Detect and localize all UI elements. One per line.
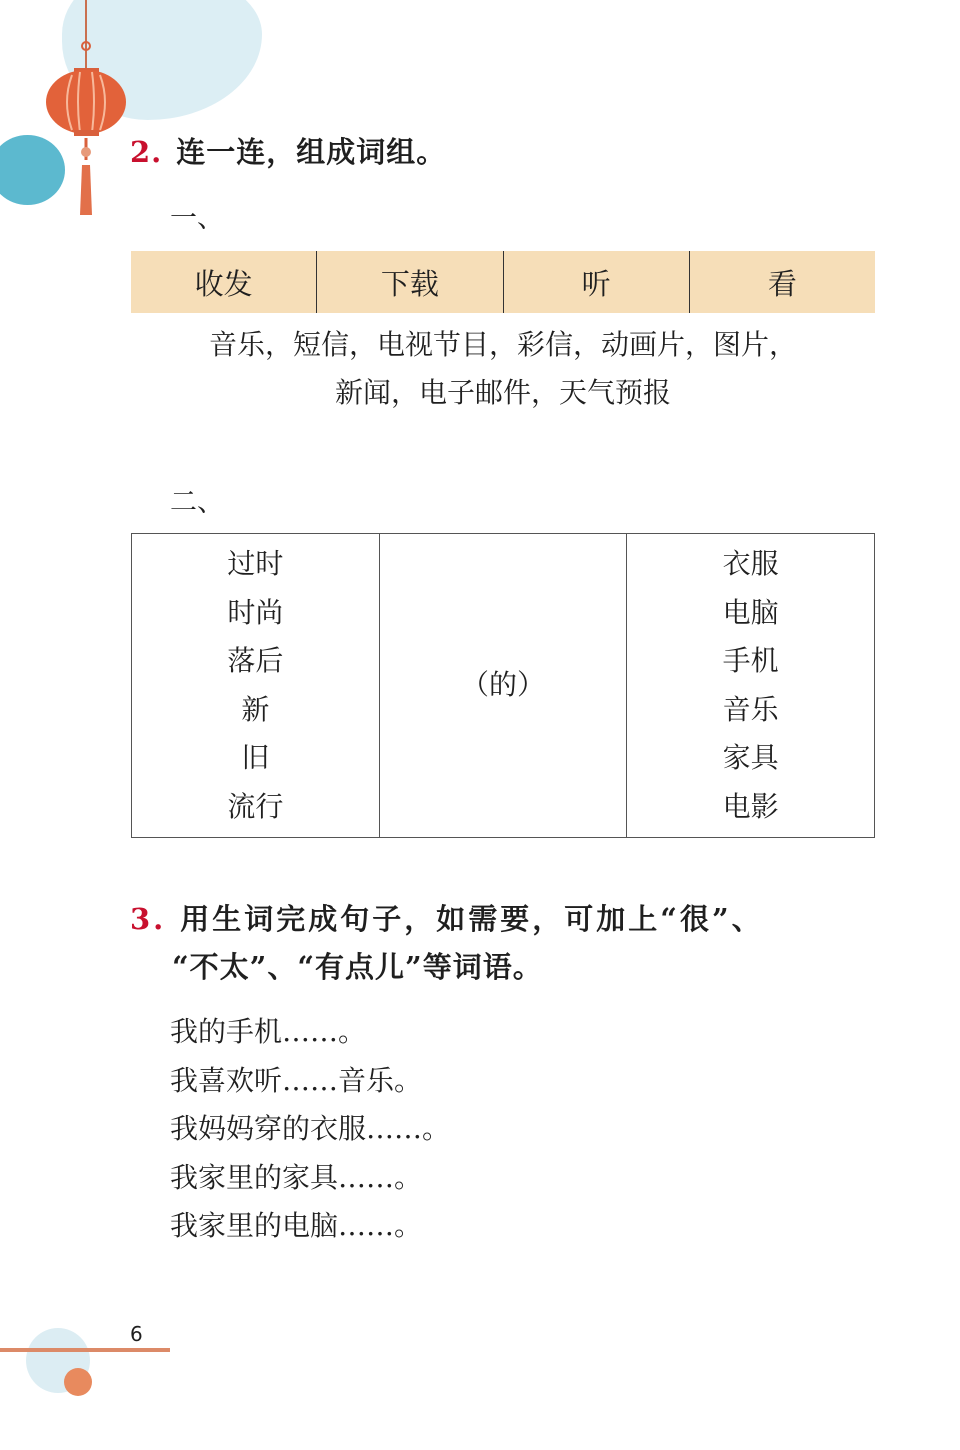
noun-item: 电影 — [722, 789, 779, 823]
sentence-item: 我家里的家具……。 — [170, 1160, 423, 1194]
sentence-list — [170, 1008, 450, 1251]
verb-cell: 看 — [767, 266, 797, 301]
verb-cell: 听 — [504, 251, 690, 313]
noun-item: 手机 — [722, 644, 779, 677]
question-number: 2. — [130, 135, 163, 169]
adjective-item: 流行 — [227, 789, 284, 823]
noun-word-pool — [131, 321, 875, 417]
verb-band — [131, 251, 875, 313]
connector-de: （的） — [461, 668, 546, 702]
noun-item: 音乐 — [722, 692, 779, 726]
adjective-item: 新 — [241, 692, 270, 726]
question-2-title — [130, 130, 446, 171]
noun-item: 家具 — [722, 741, 779, 774]
adjective-item: 时尚 — [227, 595, 284, 629]
sentence-item: 我妈妈穿的衣服……。 — [170, 1112, 451, 1145]
question-number: 3. — [130, 902, 167, 936]
sentence-item: 我喜欢听……音乐。 — [170, 1063, 423, 1097]
connector-column — [380, 534, 628, 837]
noun-item: 电脑 — [722, 595, 779, 629]
verb-cell: 收发 — [131, 251, 317, 313]
word-pool-line: 音乐，短信，电视节目，彩信，动画片，图片， — [208, 328, 797, 361]
sentence-item: 我家里的电脑……。 — [170, 1209, 423, 1242]
matching-table — [131, 533, 875, 838]
adjective-item: 过时 — [227, 547, 284, 580]
adjective-item: 旧 — [241, 741, 270, 774]
adjective-column — [132, 534, 380, 837]
verb-cell: 下载 — [317, 251, 503, 313]
word-pool-line: 新闻，电子邮件，天气预报 — [334, 376, 671, 409]
footer-orange-dot — [64, 1368, 92, 1396]
part-2-label: 二、 — [170, 487, 224, 518]
adjective-item: 落后 — [227, 644, 284, 677]
red-lantern-icon — [44, 0, 134, 220]
noun-column — [627, 534, 874, 837]
footer-rule — [0, 1348, 170, 1352]
part-1-label: 一、 — [170, 203, 224, 234]
question-text: 连一连，组成词组。 — [176, 135, 447, 169]
sentence-item: 我的手机……。 — [170, 1015, 367, 1048]
question-text-line: “不太”、“有点儿”等词语。 — [172, 950, 543, 984]
question-3-title — [130, 895, 764, 991]
noun-item: 衣服 — [722, 547, 779, 580]
page-number: 6 — [130, 1322, 143, 1346]
question-text-line: 用生词完成句子，如需要，可加上“很”、 — [180, 902, 764, 936]
